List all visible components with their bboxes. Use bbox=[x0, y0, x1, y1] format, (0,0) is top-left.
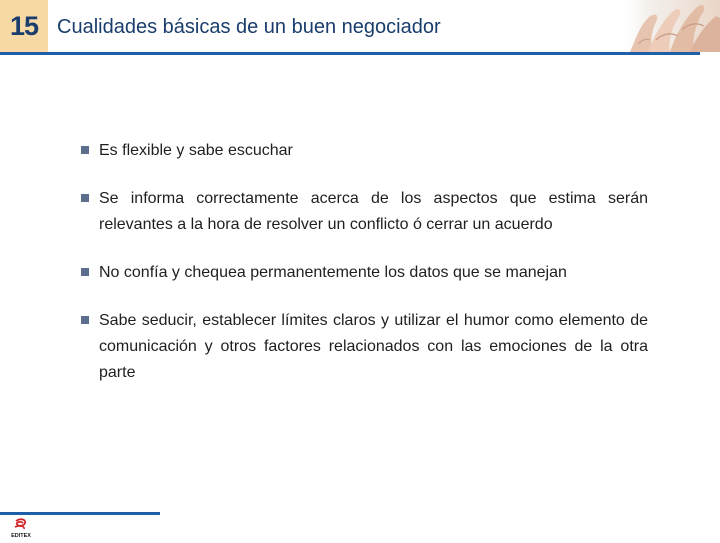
editex-logo-icon bbox=[6, 518, 36, 538]
chapter-number: 15 bbox=[9, 10, 39, 41]
list-item-text: Sabe seducir, establecer límites claros y utilizar el humor como elemento de comunicación y otros factores relacionados con las emociones de la otra parte bbox=[99, 312, 648, 381]
editex-logo bbox=[6, 518, 36, 538]
hands-image-icon bbox=[626, 0, 720, 52]
square-bullet-icon bbox=[81, 146, 89, 154]
header-divider bbox=[0, 52, 700, 55]
footer-divider bbox=[0, 512, 160, 515]
list-item-text: No confía y chequea permanentemente los datos que se manejan bbox=[99, 264, 567, 281]
list-item-text: Se informa correctamente acerca de los aspectos que estima serán relevantes a la hora de resolver un conflicto ó cerrar un acuerdo bbox=[99, 190, 648, 233]
list-item bbox=[78, 260, 648, 286]
list-item bbox=[78, 186, 648, 238]
list-item bbox=[78, 308, 648, 386]
square-bullet-icon bbox=[81, 194, 89, 202]
header-hands-photo bbox=[626, 0, 720, 52]
square-bullet-icon bbox=[81, 316, 89, 324]
chapter-number-box bbox=[0, 0, 48, 52]
list-item bbox=[78, 138, 648, 164]
list-item-text: Es flexible y sabe escuchar bbox=[99, 142, 293, 159]
slide-header bbox=[0, 0, 720, 56]
square-bullet-icon bbox=[81, 268, 89, 276]
qualities-list bbox=[78, 138, 648, 386]
page-title: Cualidades básicas de un buen negociador bbox=[57, 16, 441, 38]
svg-text:EDITEX: EDITEX bbox=[11, 533, 31, 538]
